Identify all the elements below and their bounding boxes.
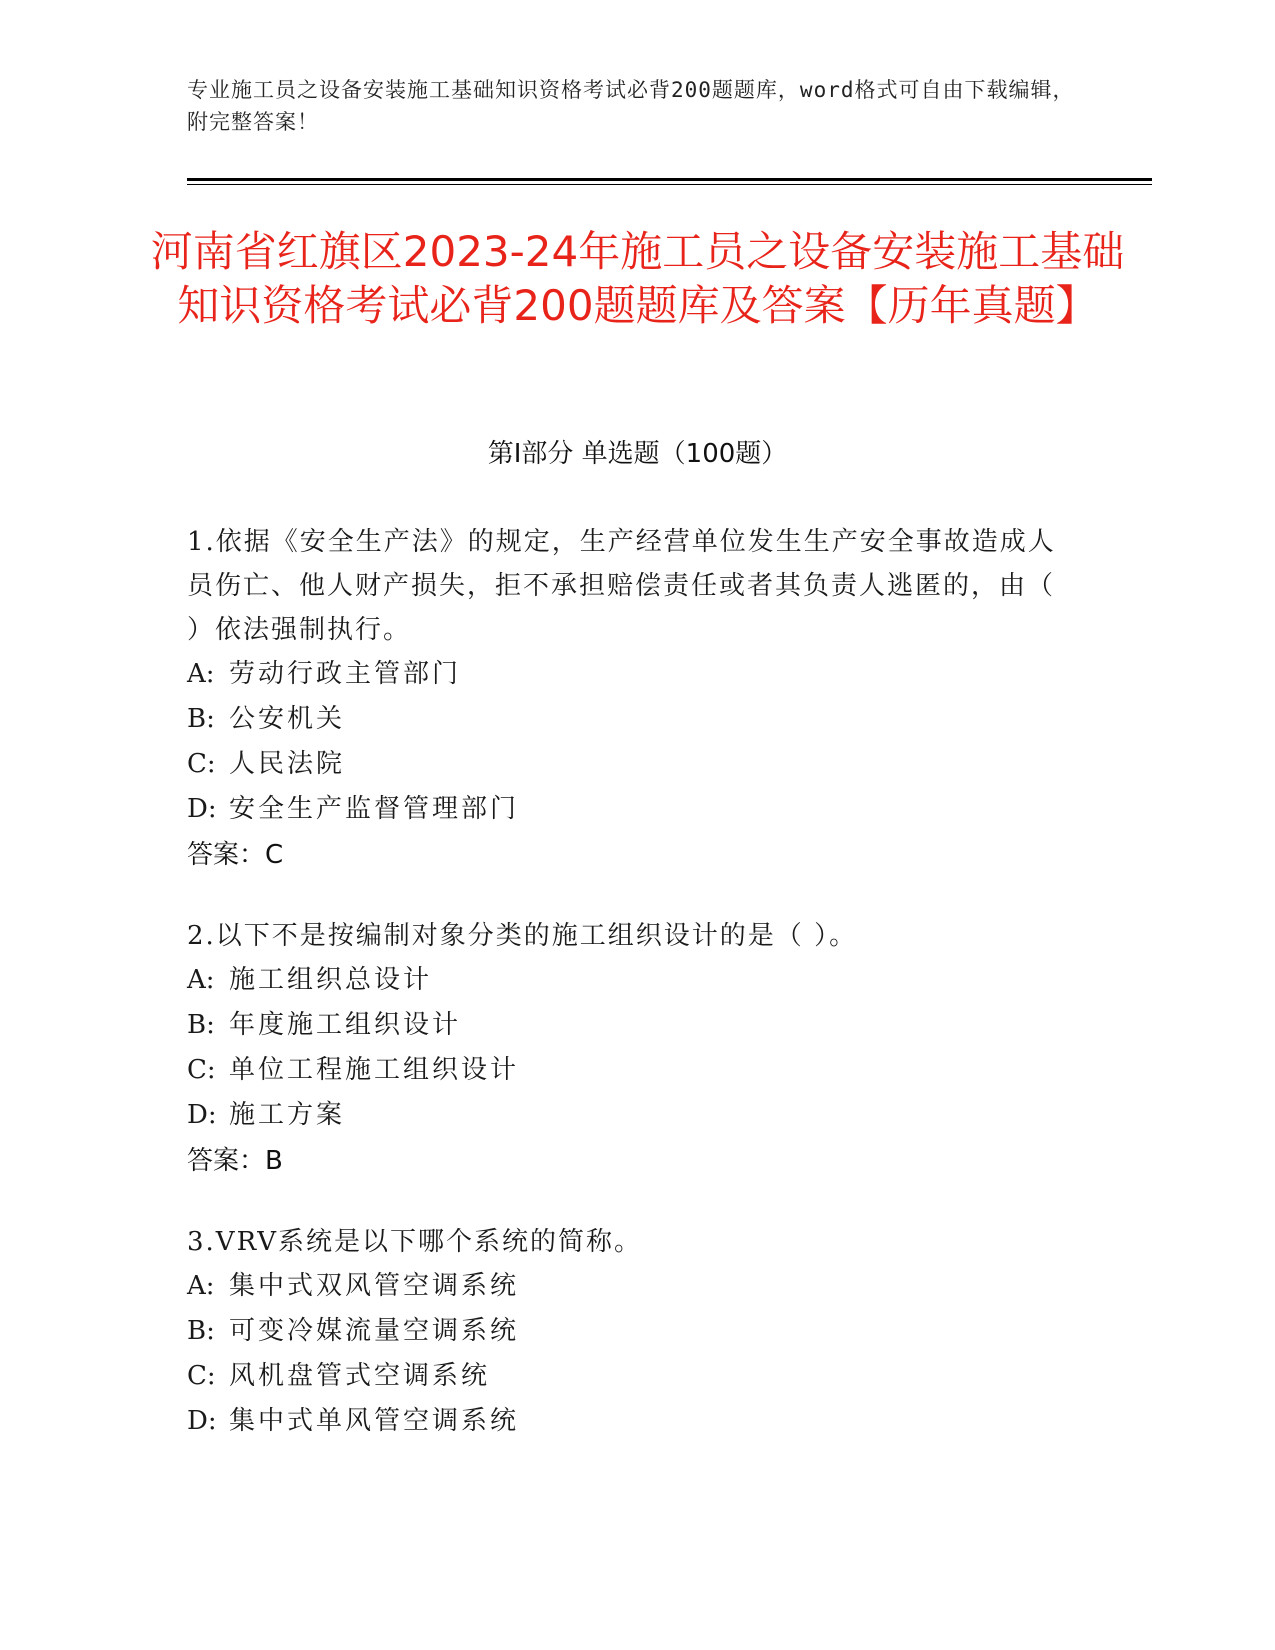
- option-d: [187, 1399, 1067, 1444]
- option-text: 可变冷媒流量空调系统: [229, 1316, 520, 1346]
- document-title: 河南省红旗区2023-24年施工员之设备安装施工基础知识资格考试必背200题题库及答案【历年真题】: [150, 227, 1125, 330]
- option-letter: D:: [187, 1406, 217, 1436]
- question-stem: 1.依据《安全生产法》的规定，生产经营单位发生生产安全事故造成人员伤亡、他人财产损失，拒不承担赔偿责任或者其负责人逃匿的，由（ ）依法强制执行。: [187, 527, 1056, 645]
- question-list: [187, 520, 1067, 1480]
- option-a: [187, 1264, 1067, 1309]
- option-c: [187, 1048, 1067, 1093]
- option-text: 单位工程施工组织设计: [229, 1055, 520, 1085]
- option-d: [187, 1093, 1067, 1138]
- header-rule-thin: [187, 184, 1152, 185]
- option-letter: C:: [187, 1055, 216, 1085]
- header-rule-thick: [187, 178, 1152, 181]
- option-text: 风机盘管式空调系统: [229, 1361, 491, 1391]
- option-text: 公安机关: [229, 704, 346, 734]
- option-text: 人民法院: [229, 749, 346, 779]
- option-b: [187, 1003, 1067, 1048]
- option-letter: D:: [187, 1100, 217, 1130]
- option-letter: C:: [187, 1361, 216, 1391]
- option-letter: A:: [187, 1271, 215, 1301]
- option-b: [187, 1309, 1067, 1354]
- option-d: [187, 787, 1067, 832]
- option-letter: B:: [187, 1010, 215, 1040]
- option-letter: C:: [187, 749, 216, 779]
- question-stem: 3.VRV系统是以下哪个系统的简称。: [187, 1227, 643, 1257]
- option-text: 集中式单风管空调系统: [229, 1406, 520, 1436]
- option-text: 集中式双风管空调系统: [229, 1271, 520, 1301]
- question-1: [187, 520, 1067, 878]
- option-b: [187, 697, 1067, 742]
- option-text: 劳动行政主管部门: [229, 659, 462, 689]
- option-text: 施工方案: [229, 1100, 346, 1130]
- section-heading: 第Ⅰ部分 单选题（100题）: [487, 439, 788, 469]
- question-stem: 2.以下不是按编制对象分类的施工组织设计的是（ ）。: [187, 921, 858, 951]
- option-text: 年度施工组织设计: [229, 1010, 462, 1040]
- question-3: [187, 1220, 1067, 1444]
- answer-line: 答案：B: [187, 1146, 283, 1176]
- option-text: 施工组织总设计: [229, 965, 433, 995]
- header-note: 专业施工员之设备安装施工基础知识资格考试必背200题题库，word格式可自由下载编辑，附完整答案！: [187, 78, 1075, 134]
- option-letter: B:: [187, 704, 215, 734]
- option-a: [187, 652, 1067, 697]
- option-c: [187, 742, 1067, 787]
- option-text: 安全生产监督管理部门: [229, 794, 520, 824]
- option-c: [187, 1354, 1067, 1399]
- option-letter: A:: [187, 965, 215, 995]
- option-letter: A:: [187, 659, 215, 689]
- option-letter: D:: [187, 794, 217, 824]
- answer-line: 答案：C: [187, 840, 284, 870]
- option-a: [187, 958, 1067, 1003]
- question-2: [187, 914, 1067, 1184]
- option-letter: B:: [187, 1316, 215, 1346]
